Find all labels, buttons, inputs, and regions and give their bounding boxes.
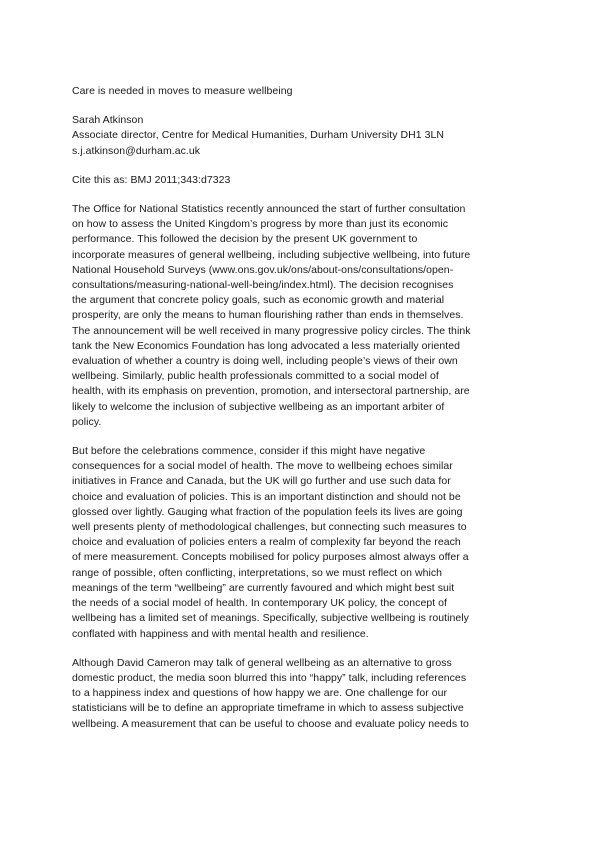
paragraph-line: initiatives in France and Canada, but the UK will go further and use such data for: [72, 475, 451, 488]
paragraph-line: tank the New Economics Foundation has long advocated a less materially oriented: [72, 339, 460, 352]
paragraph-line: wellbeing. Similarly, public health professionals committed to a social model of: [72, 370, 439, 383]
author-block: [72, 113, 522, 159]
paragraph-line: domestic product, the media soon blurred this into “happy” talk, including references: [72, 671, 467, 684]
paragraph-2: [72, 444, 522, 642]
spacer: [72, 642, 522, 656]
paragraph-line: National Household Surveys (www.ons.gov.uk/ons/about-ons/consultations/open-: [72, 263, 454, 276]
paragraph-line: policy.: [72, 415, 102, 428]
paragraph-line: well presents plenty of methodological challenges, but connecting such measures to: [72, 521, 467, 534]
paragraph-line: choice and evaluation of policies enters a realm of complexity far beyond the reach: [72, 536, 461, 549]
paragraph-1: [72, 202, 522, 430]
paragraph-line: meanings of the term “wellbeing” are currently favoured and which might best suit: [72, 581, 455, 594]
paragraph-line: the argument that concrete policy goals, such as economic growth and material: [72, 294, 445, 307]
paragraph-line: health, with its emphasis on prevention, promotion, and intersectoral partnership, are: [72, 385, 470, 398]
author-email: s.j.atkinson@durham.ac.uk: [72, 144, 201, 157]
paragraph-line: statisticians will be to define an appropriate timeframe in which to assess subjective: [72, 702, 464, 715]
paragraph-line: The announcement will be well received in many progressive policy circles. The think: [72, 324, 471, 337]
paragraph-line: wellbeing has a limited set of meanings. Specifically, subjective wellbeing is routinely: [72, 612, 469, 625]
paragraph-line: Although David Cameron may talk of general wellbeing as an alternative to gross: [72, 656, 452, 669]
spacer: [72, 99, 522, 113]
paragraph-line: range of possible, often conflicting, interpretations, so we must reflect on which: [72, 566, 443, 579]
paragraph-line: consequences for a social model of health. The move to wellbeing echoes similar: [72, 460, 453, 473]
author-name: Sarah Atkinson: [72, 114, 144, 127]
paragraph-line: to a happiness index and questions of how happy we are. One challenge for our: [72, 687, 448, 700]
paragraph-line: of mere measurement. Concepts mobilised for policy purposes almost always offer a: [72, 551, 469, 564]
paragraph-line: performance. This followed the decision by the present UK government to: [72, 233, 418, 246]
paragraph-line: the needs of a social model of health. In contemporary UK policy, the concept of: [72, 597, 448, 610]
spacer: [72, 430, 522, 444]
spacer: [72, 159, 522, 173]
document-body: [72, 84, 522, 732]
paragraph-line: The Office for National Statistics recently announced the start of further consultation: [72, 203, 466, 216]
author-affiliation: Associate director, Centre for Medical Humanities, Durham University DH1 3LN: [72, 129, 445, 142]
paragraph-line: But before the celebrations commence, consider if this might have negative: [72, 445, 426, 458]
paragraph-line: consultations/measuring-national-well-being/index.html). The decision recognises: [72, 279, 454, 292]
paragraph-line: likely to welcome the inclusion of subjective wellbeing as an important arbiter of: [72, 400, 445, 413]
paragraph-line: prosperity, are only the means to human flourishing rather than ends in themselves.: [72, 309, 464, 322]
paragraph-3: [72, 656, 522, 732]
paragraph-line: on how to assess the United Kingdom’s progress by more than just its economic: [72, 218, 449, 231]
paragraph-line: choice and evaluation of policies. This is an important distinction and should not be: [72, 490, 461, 503]
citation: Cite this as: BMJ 2011;343:d7323: [72, 173, 231, 186]
paragraph-line: wellbeing. A measurement that can be useful to choose and evaluate policy needs to: [72, 717, 469, 730]
paragraph-line: incorporate measures of general wellbeing, including subjective wellbeing, into future: [72, 248, 471, 261]
article-title: Care is needed in moves to measure wellbeing: [72, 85, 293, 97]
spacer: [72, 188, 522, 202]
paragraph-line: evaluation of whether a country is doing well, including people’s views of their own: [72, 355, 458, 368]
paragraph-line: glossed over lightly. Gauging what fraction of the population feels its lives are going: [72, 505, 463, 518]
paragraph-line: conflated with happiness and with mental health and resilience.: [72, 627, 369, 640]
